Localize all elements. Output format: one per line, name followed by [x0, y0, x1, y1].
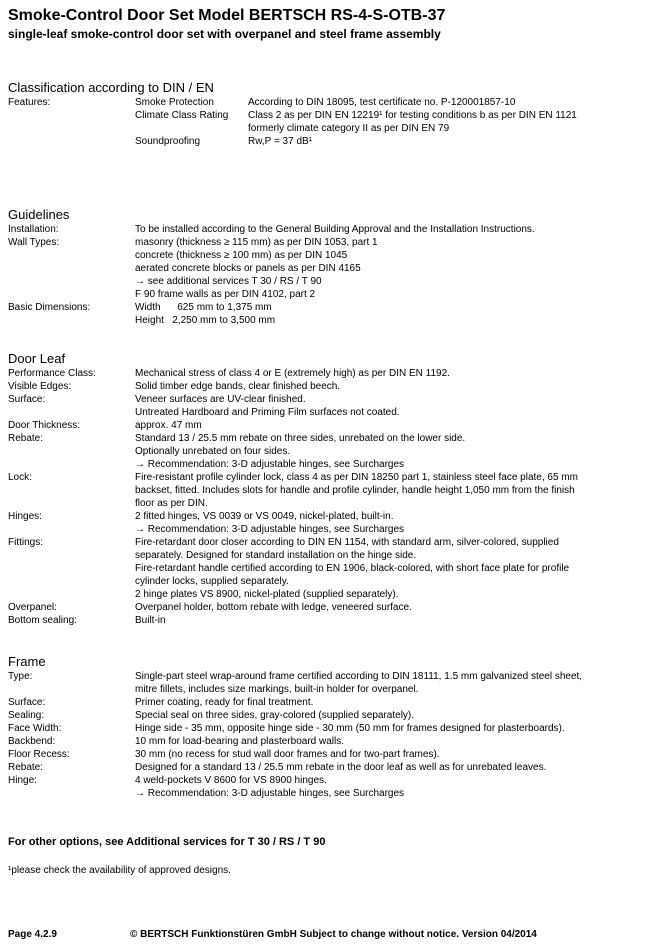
spec-value: [135, 367, 646, 380]
spec-row: [8, 510, 646, 536]
spec-value-line: Built-in: [135, 615, 166, 626]
spec-value: [135, 761, 646, 774]
spec-sublabel: Climate Class Rating: [135, 110, 229, 121]
spec-label: Hinges:: [8, 511, 42, 522]
section-heading: Guidelines: [8, 207, 70, 222]
sections-container: [8, 79, 646, 800]
spec-value: [135, 236, 646, 301]
spec-label: Surface:: [8, 697, 46, 708]
spec-row: [8, 380, 646, 393]
page-footer: [8, 928, 646, 941]
spec-row: [8, 419, 646, 432]
spec-row: [8, 696, 646, 709]
spec-row: [8, 471, 646, 510]
spec-label: Lock:: [8, 472, 32, 483]
spec-row: [8, 735, 646, 748]
spec-value-line: formerly climate category II as per DIN EN 79: [248, 123, 450, 134]
spec-value: [135, 223, 646, 236]
spec-value-line: Solid timber edge bands, clear finished beech.: [135, 381, 341, 392]
spec-label: Face Width:: [8, 723, 62, 734]
spec-value: [135, 748, 646, 761]
copyright-text: © BERTSCH Funktionstüren GmbH Subject to change without notice. Version 04/2014: [130, 929, 537, 940]
spec-value-line: aerated concrete blocks or panels as per DIN 4165: [135, 263, 361, 274]
spec-value-line: Special seal on three sides, gray-colored (supplied separately).: [135, 710, 415, 721]
spec-value: [135, 471, 646, 510]
spec-label: Rebate:: [8, 762, 44, 773]
spec-row: [8, 96, 646, 109]
page-subtitle: single-leaf smoke-control door set with overpanel and steel frame assembly: [8, 27, 441, 41]
spec-value-line: Single-part steel wrap-around frame certified according to DIN 18111, 1.5 mm galvanized steel sheet,: [135, 671, 583, 682]
spec-value: [135, 601, 646, 614]
spec-label: Installation:: [8, 224, 59, 235]
spec-value-line: → Recommendation: 3-D adjustable hinges, see Surcharges: [135, 459, 405, 470]
spec-value-line: → see additional services T 30 / RS / T 90: [135, 276, 322, 287]
spec-value-line: Class 2 as per DIN EN 12219¹ for testing conditions b as per DIN EN 1121: [248, 110, 577, 121]
section-door-leaf: [8, 350, 646, 627]
spec-value-line: approx. 47 mm: [135, 420, 202, 431]
footnote: ¹please check the availability of approved designs.: [8, 865, 231, 876]
spec-value: [135, 774, 646, 800]
spec-value: [135, 709, 646, 722]
options-note: For other options, see Additional services for T 30 / RS / T 90: [8, 836, 326, 848]
spec-value: [135, 536, 646, 601]
spec-value: [135, 735, 646, 748]
spec-value: [135, 380, 646, 393]
spec-value-line: According to DIN 18095, test certificate no. P-120001857-10: [248, 97, 516, 108]
spec-value-line: To be installed according to the General Building Approval and the Installation Instructions.: [135, 224, 535, 235]
section-heading: Frame: [8, 654, 46, 669]
section-heading: Classification according to DIN / EN: [8, 80, 214, 95]
spec-label: Basic Dimensions:: [8, 302, 91, 313]
spec-value-line: 2 hinge plates VS 8900, nickel-plated (supplied separately).: [135, 589, 399, 600]
spec-row: [8, 748, 646, 761]
spec-value-line: 2 fitted hinges, VS 0039 or VS 0049, nickel-plated, built-in.: [135, 511, 394, 522]
spec-label: Sealing:: [8, 710, 45, 721]
spec-value: [135, 722, 646, 735]
spec-value-line: Mechanical stress of class 4 or E (extremely high) as per DIN EN 1192.: [135, 368, 450, 379]
spec-label: Hinge:: [8, 775, 37, 786]
spec-value-line: 4 weld-pockets V 8600 for VS 8900 hinges.: [135, 775, 327, 786]
spec-value-line: masonry (thickness ≥ 115 mm) as per DIN 1053, part 1: [135, 237, 378, 248]
spec-label: Door Thickness:: [8, 420, 81, 431]
spec-label: Surface:: [8, 394, 46, 405]
spec-label: Performance Class:: [8, 368, 96, 379]
spec-value-line: Fire-retardant handle certified according to EN 1906, black-colored, with short face plate for profile: [135, 563, 570, 574]
spec-value-line: 10 mm for load-bearing and plasterboard walls.: [135, 736, 344, 747]
spec-label: Floor Recess:: [8, 749, 70, 760]
spec-value-line: Width 625 mm to 1,375 mm: [135, 302, 272, 313]
spec-value-line: Primer coating, ready for final treatment.: [135, 697, 314, 708]
spec-value-line: → Recommendation: 3-D adjustable hinges, see Surcharges: [135, 788, 405, 799]
spec-value: [135, 432, 646, 471]
spec-value-line: Standard 13 / 25.5 mm rebate on three sides, unrebated on the lower side.: [135, 433, 466, 444]
spec-value-line: concrete (thickness ≥ 100 mm) as per DIN 1045: [135, 250, 348, 261]
spec-value-line: 30 mm (no recess for stud wall door frames and for two-part frames).: [135, 749, 440, 760]
spec-row: [8, 774, 646, 800]
spec-row: [8, 236, 646, 301]
spec-row: [8, 670, 646, 696]
section-frame: [8, 653, 646, 800]
spec-value: [135, 419, 646, 432]
spec-value-line: mitre fillets, includes size markings, built-in holder for overpanel.: [135, 684, 419, 695]
section-classification: [8, 79, 646, 148]
spec-value-line: Hinge side - 35 mm, opposite hinge side - 30 mm (50 mm for frames designed for plasterboards).: [135, 723, 565, 734]
spec-sublabel: Soundproofing: [135, 136, 201, 147]
spec-row: [8, 367, 646, 380]
spec-row: [8, 301, 646, 327]
spec-value: [248, 135, 646, 148]
spec-value-line: Fire-retardant door closer according to DIN EN 1154, with standard arm, silver-colored, supplied: [135, 537, 559, 548]
spec-value: [135, 301, 646, 327]
spec-value-line: Overpanel holder, bottom rebate with ledge, veneered surface.: [135, 602, 412, 613]
spec-value-line: Rw,P = 37 dB¹: [248, 136, 313, 147]
page-title: Smoke-Control Door Set Model BERTSCH RS-4-S-OTB-37: [8, 7, 446, 24]
page-number: Page 4.2.9: [8, 929, 57, 940]
spec-row: [8, 109, 646, 135]
spec-value-line: separately. Designed for standard installation on the hinge side.: [135, 550, 417, 561]
spec-row: [8, 432, 646, 471]
section-heading: Door Leaf: [8, 351, 66, 366]
spec-value-line: Optionally unrebated on four sides.: [135, 446, 291, 457]
spec-value-line: F 90 frame walls as per DIN 4102, part 2: [135, 289, 316, 300]
spec-row: [8, 601, 646, 614]
spec-value: [135, 393, 646, 419]
spec-label: Rebate:: [8, 433, 44, 444]
spec-value: [135, 614, 646, 627]
spec-label: Overpanel:: [8, 602, 57, 613]
spec-row: [8, 135, 646, 148]
spec-label: Wall Types:: [8, 237, 60, 248]
spec-row: [8, 536, 646, 601]
spec-sublabel: Smoke Protection: [135, 97, 214, 108]
spec-row: [8, 223, 646, 236]
spec-value-line: Fire-resistant profile cylinder lock, class 4 as per DIN 18250 part 1, stainless steel face plate, 65 mm: [135, 472, 578, 483]
spec-value: [135, 670, 646, 696]
spec-value-line: Height 2,250 mm to 3,500 mm: [135, 315, 276, 326]
spec-value-line: cylinder locks, supplied separately.: [135, 576, 289, 587]
spec-label: Visible Edges:: [8, 381, 72, 392]
spec-row: [8, 393, 646, 419]
spec-value: [135, 510, 646, 536]
spec-row: [8, 722, 646, 735]
spec-label: Bottom sealing:: [8, 615, 77, 626]
spec-value-line: Designed for a standard 13 / 25.5 mm rebate in the door leaf as well as for unrebated leaves.: [135, 762, 547, 773]
spec-value: [248, 96, 646, 109]
spec-value-line: Untreated Hardboard and Priming Film surfaces not coated.: [135, 407, 400, 418]
spec-value-line: Veneer surfaces are UV-clear finished.: [135, 394, 306, 405]
spec-row: [8, 709, 646, 722]
spec-value-line: floor as per DIN.: [135, 498, 208, 509]
spec-value: [248, 109, 646, 135]
spec-row: [8, 761, 646, 774]
spec-label: Backbend:: [8, 736, 56, 747]
spec-label: Type:: [8, 671, 33, 682]
spec-label: Fittings:: [8, 537, 44, 548]
spec-value-line: backset, fitted. Includes slots for handle and profile cylinder, handle height 1,050 mm from the finish: [135, 485, 575, 496]
spec-label: Features:: [8, 97, 51, 108]
spec-value: [135, 696, 646, 709]
section-guidelines: [8, 206, 646, 327]
spec-row: [8, 614, 646, 627]
spec-value-line: → Recommendation: 3-D adjustable hinges, see Surcharges: [135, 524, 405, 535]
